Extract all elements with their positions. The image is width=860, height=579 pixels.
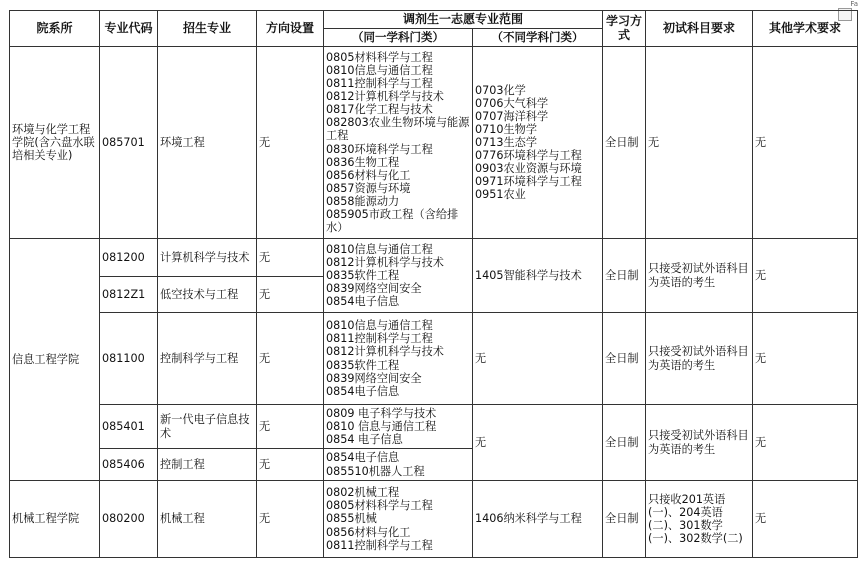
list-item: 0951农业 bbox=[475, 188, 526, 202]
diff-ctrl: 无 bbox=[473, 313, 603, 405]
list-item: 082803农业生物环境与能源工程 bbox=[326, 116, 470, 143]
list-item: 0810信息与通信工程 bbox=[326, 63, 433, 77]
other-env: 无 bbox=[753, 47, 858, 239]
major-elec: 新一代电子信息技术 bbox=[158, 405, 257, 449]
list-item: 0703化学 bbox=[475, 83, 526, 97]
list-item: 0835软件工程 bbox=[326, 358, 400, 372]
diff-cs: 1405智能科学与技术 bbox=[473, 239, 603, 313]
list-item: 0810 信息与通信工程 bbox=[326, 419, 437, 433]
list-item: 0706大气科学 bbox=[475, 96, 549, 110]
mode-ctrl: 全日制 bbox=[603, 313, 646, 405]
list-item: 0855机械 bbox=[326, 512, 377, 526]
list-item: 085905市政工程（含给排水） bbox=[326, 207, 459, 235]
code-env: 085701 bbox=[100, 47, 158, 239]
list-item: 0811控制科学与工程 bbox=[326, 77, 433, 91]
list-item: 0839网络空间安全 bbox=[326, 282, 422, 296]
list-item: 0854电子信息 bbox=[326, 451, 400, 465]
dept-info: 信息工程学院 bbox=[10, 239, 100, 481]
major-mech: 机械工程 bbox=[158, 481, 257, 558]
other-mech: 无 bbox=[753, 481, 858, 558]
list-item: 0802机械工程 bbox=[326, 486, 400, 500]
mode-env: 全日制 bbox=[603, 47, 646, 239]
list-item: 0707海洋科学 bbox=[475, 109, 549, 123]
list-item: 0971环境科学与工程 bbox=[475, 175, 582, 189]
list-item: 0776环境科学与工程 bbox=[475, 149, 582, 163]
header-code: 专业代码 bbox=[100, 11, 158, 47]
list-item: 0835软件工程 bbox=[326, 268, 400, 282]
list-item: 0836生物工程 bbox=[326, 155, 400, 169]
exam-env: 无 bbox=[646, 47, 753, 239]
exam-elec: 只接受初试外语科目为英语的考生 bbox=[646, 405, 753, 481]
major-ctrleng: 控制工程 bbox=[158, 449, 257, 481]
direction-lowalt: 无 bbox=[257, 277, 324, 313]
major-lowalt: 低空技术与工程 bbox=[158, 277, 257, 313]
major-cs: 计算机科学与技术 bbox=[158, 239, 257, 277]
code-cs: 081200 bbox=[100, 239, 158, 277]
header-mode: 学习方式 bbox=[603, 11, 646, 47]
code-elec: 085401 bbox=[100, 405, 158, 449]
mode-cs: 全日制 bbox=[603, 239, 646, 313]
corner-label: Fa bbox=[850, 0, 858, 8]
list-item: 0809 电子科学与技术 bbox=[326, 406, 437, 420]
list-item: 0810信息与通信工程 bbox=[326, 319, 433, 333]
code-lowalt: 0812Z1 bbox=[100, 277, 158, 313]
direction-elec: 无 bbox=[257, 405, 324, 449]
direction-cs: 无 bbox=[257, 239, 324, 277]
list-item: 0713生态学 bbox=[475, 135, 538, 149]
list-item: 0854电子信息 bbox=[326, 384, 400, 398]
list-item: 0817化学工程与技术 bbox=[326, 103, 433, 117]
diff-mech: 1406纳米科学与工程 bbox=[473, 481, 603, 558]
list-item: 0858能源动力 bbox=[326, 194, 400, 208]
code-ctrl: 081100 bbox=[100, 313, 158, 405]
header-exam: 初试科目要求 bbox=[646, 11, 753, 47]
same-mech bbox=[324, 481, 473, 558]
same-cs bbox=[324, 239, 473, 313]
admission-table bbox=[9, 10, 858, 558]
header-same: （同一学科门类） bbox=[324, 29, 473, 47]
other-elec: 无 bbox=[753, 405, 858, 481]
list-item: 0805材料科学与工程 bbox=[326, 50, 433, 64]
header-dept: 院系所 bbox=[10, 11, 100, 47]
direction-env: 无 bbox=[257, 47, 324, 239]
other-ctrl: 无 bbox=[753, 313, 858, 405]
dept-env: 环境与化学工程学院(含六盘水联培相关专业) bbox=[10, 47, 100, 239]
list-item: 0811控制科学与工程 bbox=[326, 538, 433, 552]
code-mech: 080200 bbox=[100, 481, 158, 558]
list-item: 0811控制科学与工程 bbox=[326, 332, 433, 346]
other-cs: 无 bbox=[753, 239, 858, 313]
header-other: 其他学术要求 bbox=[753, 11, 858, 47]
header-diff: （不同学科门类） bbox=[473, 29, 603, 47]
diff-env bbox=[473, 47, 603, 239]
same-ctrleng bbox=[324, 449, 473, 481]
list-item: 0903农业资源与环境 bbox=[475, 162, 582, 176]
list-item: 0812计算机科学与技术 bbox=[326, 90, 444, 104]
list-item: 085510机器人工程 bbox=[326, 464, 425, 478]
list-item: 0856材料与化工 bbox=[326, 525, 411, 539]
list-item: 0812计算机科学与技术 bbox=[326, 255, 444, 269]
exam-mech: 只接收201英语(一)、204英语(二)、301数学(一)、302数学(二) bbox=[646, 481, 753, 558]
list-item: 0830环境科学与工程 bbox=[326, 142, 433, 156]
list-item: 0839网络空间安全 bbox=[326, 371, 422, 385]
exam-cs: 只接受初试外语科目为英语的考生 bbox=[646, 239, 753, 313]
list-item: 0805材料科学与工程 bbox=[326, 499, 433, 513]
major-env: 环境工程 bbox=[158, 47, 257, 239]
direction-ctrleng: 无 bbox=[257, 449, 324, 481]
list-item: 0812计算机科学与技术 bbox=[326, 345, 444, 359]
mode-mech: 全日制 bbox=[603, 481, 646, 558]
list-item: 0854电子信息 bbox=[326, 295, 400, 309]
same-elec bbox=[324, 405, 473, 449]
header-adjust: 调剂生一志愿专业范围 bbox=[324, 11, 603, 29]
direction-mech: 无 bbox=[257, 481, 324, 558]
same-ctrl bbox=[324, 313, 473, 405]
major-ctrl: 控制科学与工程 bbox=[158, 313, 257, 405]
dept-mech: 机械工程学院 bbox=[10, 481, 100, 558]
list-item: 0810信息与通信工程 bbox=[326, 242, 433, 256]
code-ctrleng: 085406 bbox=[100, 449, 158, 481]
list-item: 0857资源与环境 bbox=[326, 181, 411, 195]
exam-ctrl: 只接受初试外语科目为英语的考生 bbox=[646, 313, 753, 405]
list-item: 0854 电子信息 bbox=[326, 433, 403, 447]
same-env bbox=[324, 47, 473, 239]
header-direction: 方向设置 bbox=[257, 11, 324, 47]
list-item: 0856材料与化工 bbox=[326, 168, 411, 182]
mode-elec: 全日制 bbox=[603, 405, 646, 481]
list-item: 0710生物学 bbox=[475, 122, 538, 136]
direction-ctrl: 无 bbox=[257, 313, 324, 405]
diff-elec: 无 bbox=[473, 405, 603, 481]
header-major: 招生专业 bbox=[158, 11, 257, 47]
